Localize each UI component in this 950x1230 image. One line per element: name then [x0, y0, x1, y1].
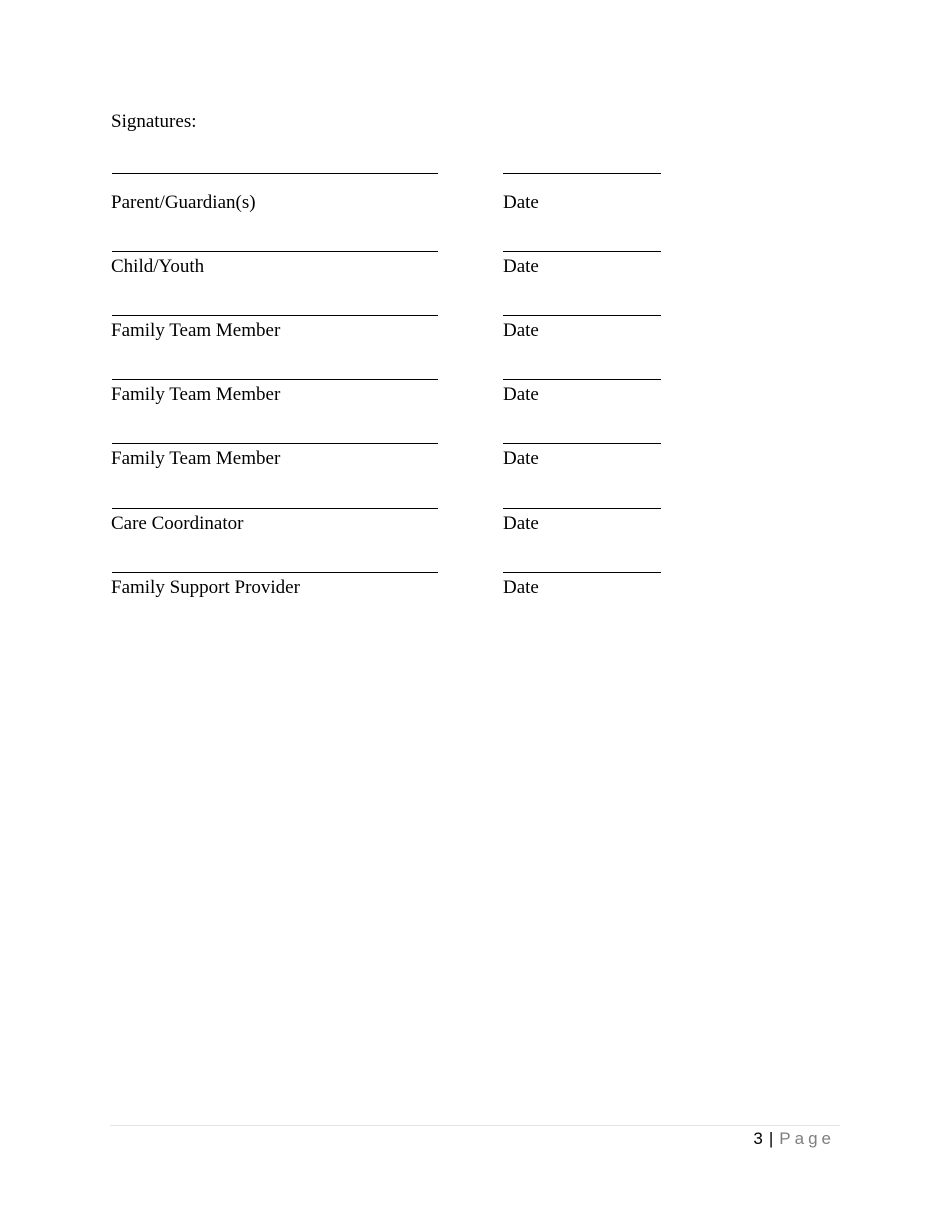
signature-role-label: Child/Youth	[111, 256, 205, 277]
signature-line	[112, 173, 438, 174]
signature-line	[112, 443, 438, 444]
date-label: Date	[503, 384, 539, 405]
page-footer	[753, 1128, 835, 1150]
date-line	[503, 508, 661, 509]
date-line	[503, 443, 661, 444]
signature-row-parent-guardian	[111, 173, 671, 221]
signature-role-label: Family Team Member	[111, 384, 281, 405]
date-label: Date	[503, 256, 539, 277]
page-number: 3	[753, 1129, 763, 1148]
date-line	[503, 173, 661, 174]
date-line	[503, 251, 661, 252]
footer-rule	[110, 1125, 840, 1126]
signature-role-label: Care Coordinator	[111, 513, 244, 534]
signature-line	[112, 572, 438, 573]
signature-line	[112, 508, 438, 509]
date-label: Date	[503, 320, 539, 341]
date-label: Date	[503, 448, 539, 469]
signature-line	[112, 379, 438, 380]
signature-role-label: Family Team Member	[111, 320, 281, 341]
signature-row-family-team-member-1	[111, 315, 671, 363]
signature-line	[112, 251, 438, 252]
signature-row-family-team-member-3	[111, 443, 671, 491]
signatures-heading: Signatures:	[111, 111, 197, 132]
signature-row-family-team-member-2	[111, 379, 671, 427]
date-line	[503, 315, 661, 316]
page-word: Page	[779, 1129, 835, 1148]
date-label: Date	[503, 513, 539, 534]
signature-row-family-support-provider	[111, 572, 671, 620]
date-line	[503, 379, 661, 380]
signature-line	[112, 315, 438, 316]
page-separator: |	[768, 1129, 774, 1148]
signature-row-child-youth	[111, 251, 671, 299]
signature-role-label: Parent/Guardian(s)	[111, 192, 256, 213]
date-line	[503, 572, 661, 573]
date-label: Date	[503, 577, 539, 598]
signature-role-label: Family Support Provider	[111, 577, 300, 598]
signature-role-label: Family Team Member	[111, 448, 281, 469]
date-label: Date	[503, 192, 539, 213]
signature-row-care-coordinator	[111, 508, 671, 556]
